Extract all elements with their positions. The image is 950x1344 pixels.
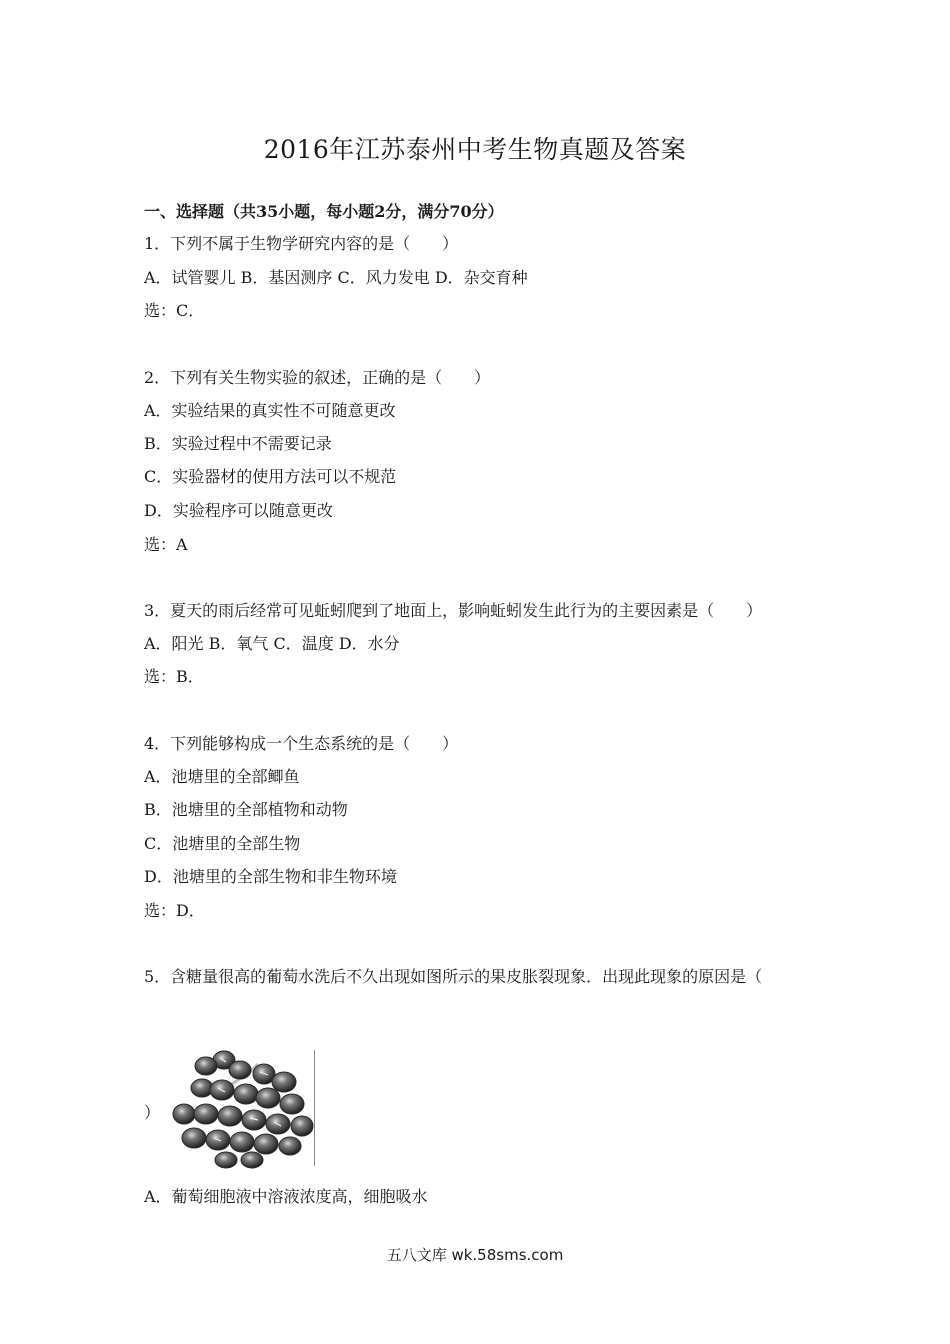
q2-option-d: D．实验程序可以随意更改 (144, 501, 333, 520)
q2-stem: 2．下列有关生物实验的叙述，正确的是（ ） (144, 368, 491, 387)
q3-answer: 选：B． (144, 667, 204, 686)
grape-cluster-image (162, 1044, 322, 1170)
q5-stem-close: ） (144, 1103, 161, 1122)
footer-watermark: 五八文库 wk.58sms.com (386, 1246, 564, 1264)
q5-option-a: A．葡萄细胞液中溶液浓度高，细胞吸水 (144, 1187, 428, 1206)
figure-divider (314, 1050, 315, 1166)
page-title: 2016年江苏泰州中考生物真题及答案 (263, 135, 687, 164)
q4-option-a: A．池塘里的全部鲫鱼 (144, 767, 300, 786)
q3-stem: 3．夏天的雨后经常可见蚯蚓爬到了地面上，影响蚯蚓发生此行为的主要因素是（ ） (144, 601, 763, 620)
q1-answer: 选：C． (144, 301, 205, 320)
q2-option-b: B．实验过程中不需要记录 (144, 434, 332, 453)
q4-answer: 选：D． (144, 901, 205, 920)
q1-options: A．试管婴儿 B．基因测序 C．风力发电 D．杂交育种 (144, 268, 528, 287)
grape-figure (162, 1044, 322, 1170)
q2-option-c: C．实验器材的使用方法可以不规范 (144, 467, 397, 486)
q2-option-a: A．实验结果的真实性不可随意更改 (144, 401, 396, 420)
q4-option-c: C．池塘里的全部生物 (144, 834, 301, 853)
q3-options: A．阳光 B．氧气 C．温度 D．水分 (144, 634, 400, 653)
section-header: 一、选择题（共35小题，每小题2分，满分70分） (144, 202, 504, 221)
q2-answer: 选：A (144, 535, 188, 554)
q4-option-d: D．池塘里的全部生物和非生物环境 (144, 867, 397, 886)
q5-stem: 5．含糖量很高的葡萄水洗后不久出现如图所示的果皮胀裂现象．出现此现象的原因是（ (144, 967, 763, 986)
q1-stem: 1．下列不属于生物学研究内容的是（ ） (144, 234, 459, 253)
q4-stem: 4．下列能够构成一个生态系统的是（ ） (144, 734, 459, 753)
q4-option-b: B．池塘里的全部植物和动物 (144, 800, 348, 819)
